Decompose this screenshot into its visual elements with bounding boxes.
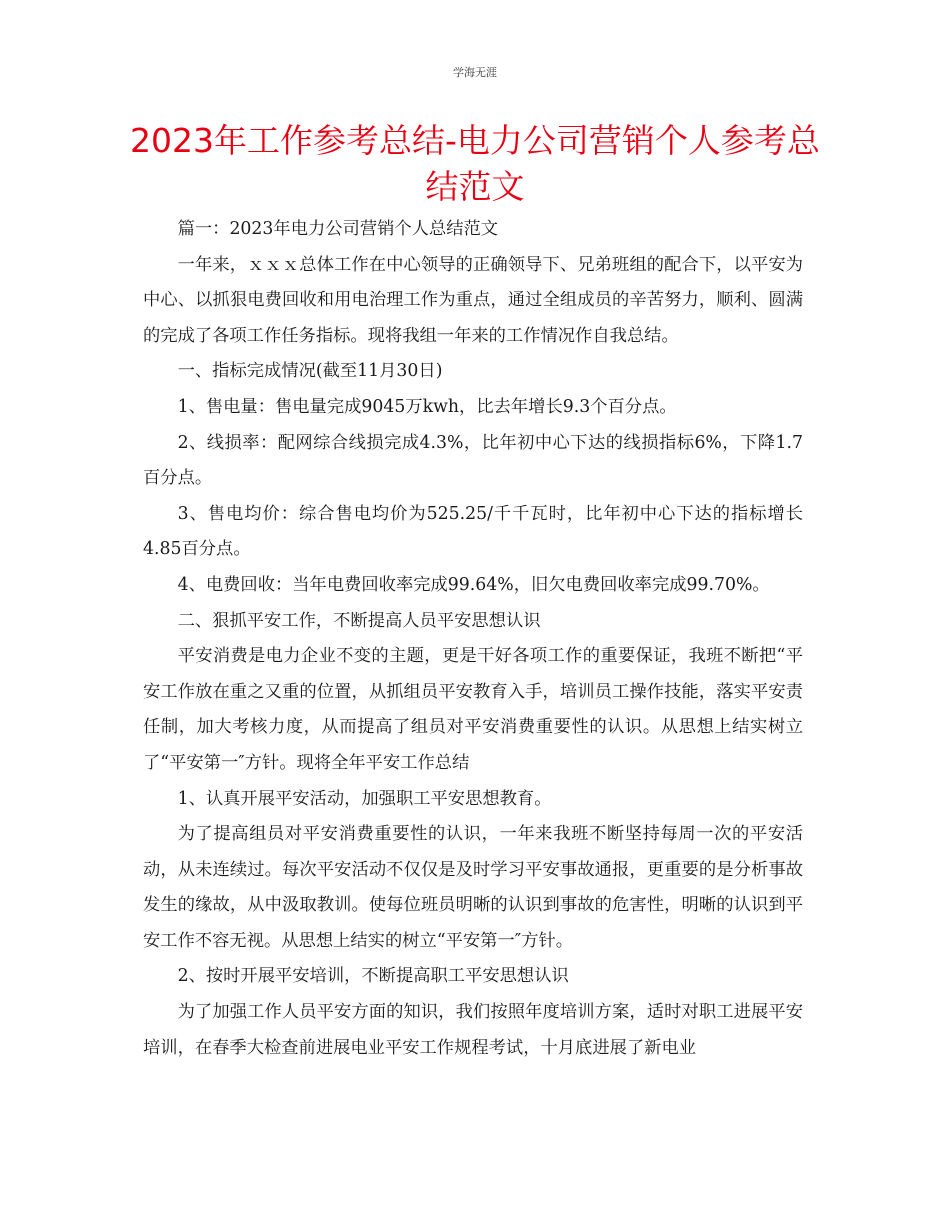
document-title: 2023年工作参考总结-电力公司营销个人参考总结范文 xyxy=(130,121,820,206)
document-body xyxy=(143,212,803,1066)
paragraph: 二、狠抓平安工作，不断提高人员平安思想认识 xyxy=(177,610,541,631)
paragraph: 平安消费是电力企业不变的主题，更是干好各项工作的重要保证，我班不断把“平安工作放在重之又重的位置，从抓组员平安教育入手，培训员工操作技能，落实平安责任制，加大考核力度，从而提高了组员对平安消费重要性的认识。从思想上结实树立了“平安第一″方针。现将全年平安工作总结 xyxy=(143,646,803,773)
paragraph: 2、线损率：配网综合线损完成4.3%，比年初中心下达的线损指标6%，下降1.7百分点。 xyxy=(143,432,803,489)
paragraph: 为了加强工作人员平安方面的知识，我们按照年度培训方案，适时对职工进展平安培训，在春季大检查前进展电业平安工作规程考试，十月底进展了新电业 xyxy=(143,1002,803,1058)
paragraph: 1、认真开展平安活动，加强职工平安思想教育。 xyxy=(177,788,552,809)
page-header: 学海无涯 xyxy=(453,66,497,79)
paragraph: 篇一：2023年电力公司营销个人总结范文 xyxy=(177,219,499,239)
paragraph: 1、售电量：售电量完成9045万kwh，比去年增长9.3个百分点。 xyxy=(177,396,677,417)
paragraph: 一、指标完成情况(截至11月30日) xyxy=(177,361,443,382)
paragraph: 4、电费回收：当年电费回收率完成99.64%，旧欠电费回收率完成99.70%。 xyxy=(177,574,770,595)
paragraph: 3、售电均价：综合售电均价为525.25/千千瓦时，比年初中心下达的指标增长4.85百分点。 xyxy=(143,503,803,560)
paragraph: 一年来，ｘｘｘ总体工作在中心领导的正确领导下、兄弟班组的配合下，以平安为中心、以抓狠电费回收和用电治理工作为重点，通过全组成员的辛苦努力，顺利、圆满的完成了各项工作任务指标。现将我组一年来的工作情况作自我总结。 xyxy=(143,254,803,346)
paragraph: 为了提高组员对平安消费重要性的认识，一年来我班不断坚持每周一次的平安活动，从未连续过。每次平安活动不仅仅是及时学习平安事故通报，更重要的是分析事故发生的缘故，从中汲取教训。使每位班员明晰的认识到事故的危害性，明晰的认识到平安工作不容无视。从思想上结实的树立“平安第一″方针。 xyxy=(143,824,803,951)
paragraph: 2、按时开展平安培训，不断提高职工平安思想认识 xyxy=(177,966,569,987)
